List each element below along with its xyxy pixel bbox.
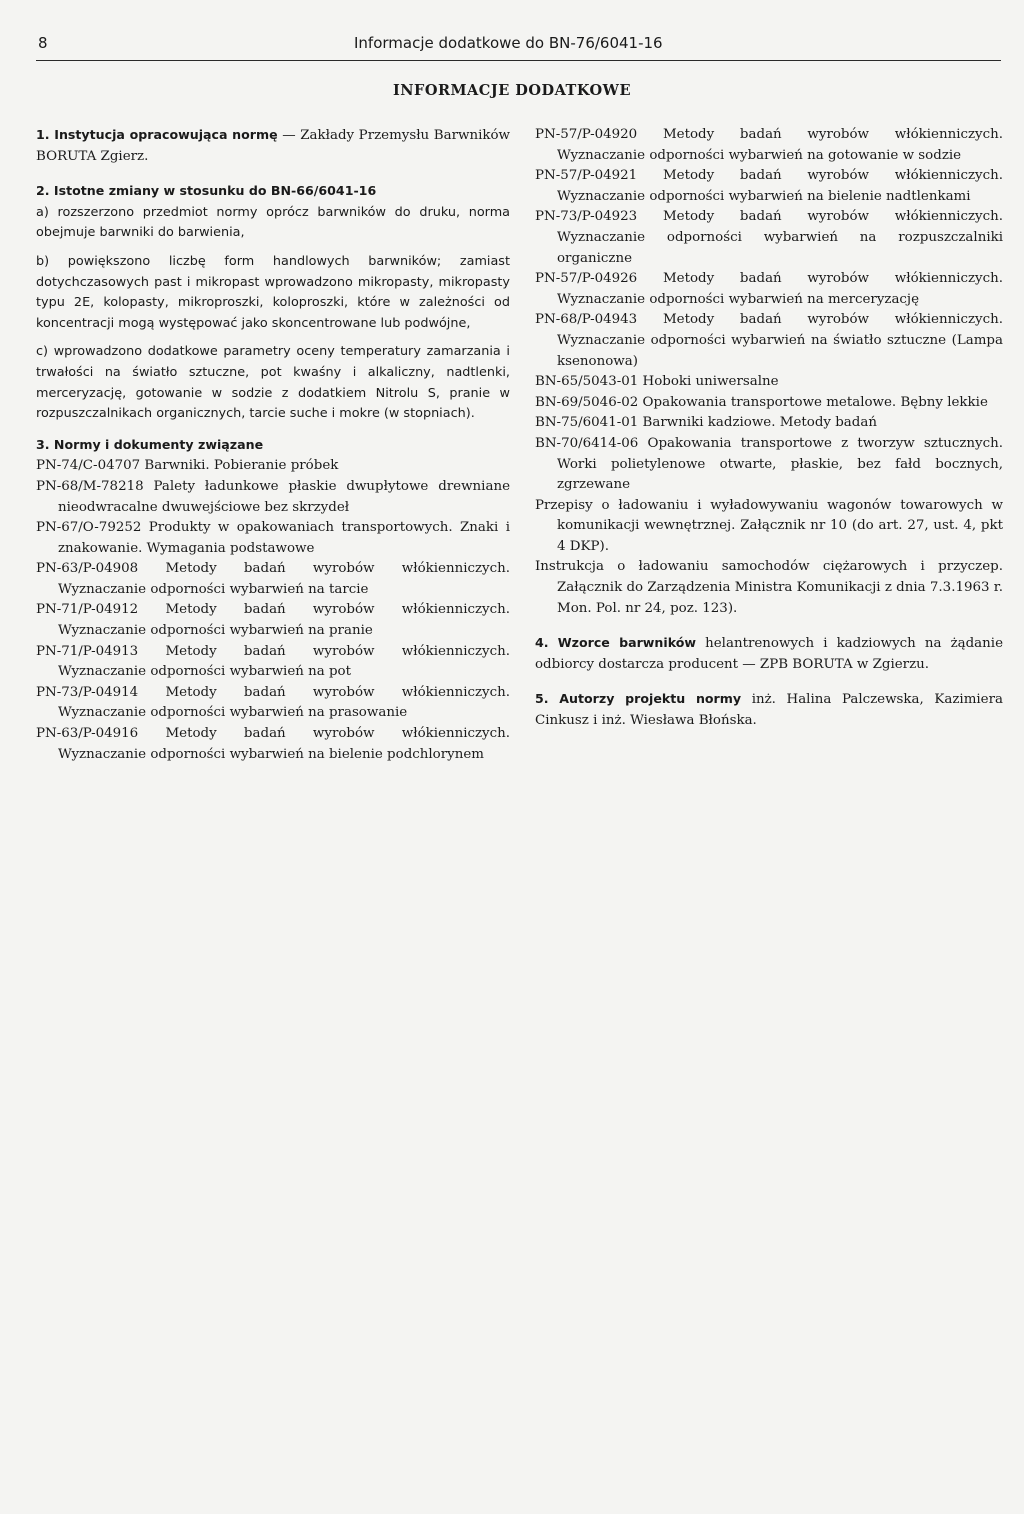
norm-item: PN-73/P-04914 Metody badań wyrobów włókienniczych. Wyznaczanie odporności wybarwień na prasowanie [36, 684, 510, 721]
page-header [36, 34, 1001, 61]
section-5-text: inż. Halina Palczewska, Kazimiera Cinkusz i inż. Wiesława Błońska. [535, 692, 1003, 729]
section-3-left-list [36, 456, 510, 765]
norm-item: PN-74/C-04707 Barwniki. Pobieranie próbek [36, 458, 339, 474]
left-column [36, 125, 510, 765]
right-column [535, 125, 1003, 732]
norm-item: PN-57/P-04926 Metody badań wyrobów włókienniczych. Wyznaczanie odporności wybarwień na merceryzację [535, 271, 1003, 307]
norm-item: BN-65/5043-01 Hoboki uniwersalne [535, 374, 779, 390]
section-3-heading: 3. Normy i dokumenty związane [36, 436, 264, 452]
norm-item: PN-67/O-79252 Produkty w opakowaniach transportowych. Znaki i znakowanie. Wymagania podstawowe [36, 520, 510, 556]
section-1 [36, 125, 510, 167]
section-2-item-a: a) rozszerzono przedmiot normy oprócz barwników do druku, norma obejmuje barwniki do barwienia, [36, 204, 510, 241]
section-2-heading-line [36, 181, 510, 203]
section-3-right-list [535, 125, 1003, 619]
norm-item: BN-75/6041-01 Barwniki kadziowe. Metody badań [535, 415, 877, 431]
norm-item: Przepisy o ładowaniu i wyładowywaniu wagonów towarowych w komunikacji wewnętrznej. Załącznik nr 10 (do art. 27, ust. 4, pkt 4 DKP). [535, 497, 1003, 554]
section-3-heading-line [36, 435, 510, 457]
section-1-text: — Zakłady Przemysłu Barwników BORUTA Zgierz. [36, 128, 510, 164]
page-number: 8 [38, 34, 48, 52]
section-2-item-c: c) wprowadzono dodatkowe parametry oceny temperatury zamarzania i trwałości na światło sztuczne, pot kwaśny i alkaliczny, nadtlenki, merceryzację, gotowanie w sodzie z dodatkiem Nitrolu S, pranie w rozpuszczalnikach organicznych, tarcie suche i mokre (w stopniach). [36, 344, 510, 422]
section-2-item-b: b) powiększono liczbę form handlowych barwników; zamiast dotychczasowych past i mikropast wprowadzono mikropasty, mikropasty typu 2E, kolopasty, mikroproszki, koloproszki, które w zależności od koncentracji mogą występować jako skoncentrowane lub podwójne, [36, 253, 510, 331]
norm-item: PN-71/P-04913 Metody badań wyrobów włókienniczych. Wyznaczanie odporności wybarwień na pot [36, 643, 510, 680]
section-4-heading: 4. Wzorce barwników [535, 635, 697, 651]
section-5-heading: 5. Autorzy projektu normy [535, 691, 742, 707]
section-4 [535, 633, 1003, 675]
norm-item: PN-57/P-04920 Metody badań wyrobów włókienniczych. Wyznaczanie odporności wybarwień na gotowanie w sodzie [535, 127, 1003, 163]
norm-item: PN-63/P-04916 Metody badań wyrobów włókienniczych. Wyznaczanie odporności wybarwień na bielenie podchlorynem [36, 726, 510, 762]
norm-item: BN-70/6414-06 Opakowania transportowe z tworzyw sztucznych. Worki polietylenowe otwarte, płaskie, bez fałd bocznych, zgrzewane [535, 435, 1003, 493]
norm-item: PN-68/M-78218 Palety ładunkowe płaskie dwupłytowe drewniane nieodwracalne dwuwejściowe bez skrzydeł [36, 478, 510, 515]
norm-item: PN-63/P-04908 Metody badań wyrobów włókienniczych. Wyznaczanie odporności wybarwień na tarcie [36, 561, 510, 597]
norm-item: Instrukcja o ładowaniu samochodów ciężarowych i przyczep. Załącznik do Zarządzenia Ministra Komunikacji z dnia 7.3.1963 r. Mon. Pol. nr 24, poz. 123). [535, 559, 1003, 616]
norm-item: PN-57/P-04921 Metody badań wyrobów włókienniczych. Wyznaczanie odporności wybarwień na bielenie nadtlenkami [535, 168, 1003, 204]
header-title: Informacje dodatkowe do BN-76/6041-16 [354, 34, 663, 52]
page-title: INFORMACJE DODATKOWE [392, 82, 632, 99]
section-5 [535, 689, 1003, 731]
section-4-text: helantrenowych i kadziowych na żądanie odbiorcy dostarcza producent — ZPB BORUTA w Zgierzu. [535, 636, 1003, 672]
norm-item: PN-71/P-04912 Metody badań wyrobów włókienniczych. Wyznaczanie odporności wybarwień na pranie [36, 602, 510, 639]
section-2-heading: 2. Istotne zmiany w stosunku do BN-66/6041-16 [36, 183, 377, 199]
norm-item: BN-69/5046-02 Opakowania transportowe metalowe. Bębny lekkie [535, 394, 988, 410]
section-1-heading: 1. Instytucja opracowująca normę [36, 127, 278, 142]
norm-item: PN-68/P-04943 Metody badań wyrobów włókienniczych. Wyznaczanie odporności wybarwień na światło sztuczne (Lampa ksenonowa) [535, 312, 1003, 369]
norm-item: PN-73/P-04923 Metody badań wyrobów włókienniczych. Wyznaczanie odporności wybarwień na rozpuszczalniki organiczne [535, 209, 1003, 266]
